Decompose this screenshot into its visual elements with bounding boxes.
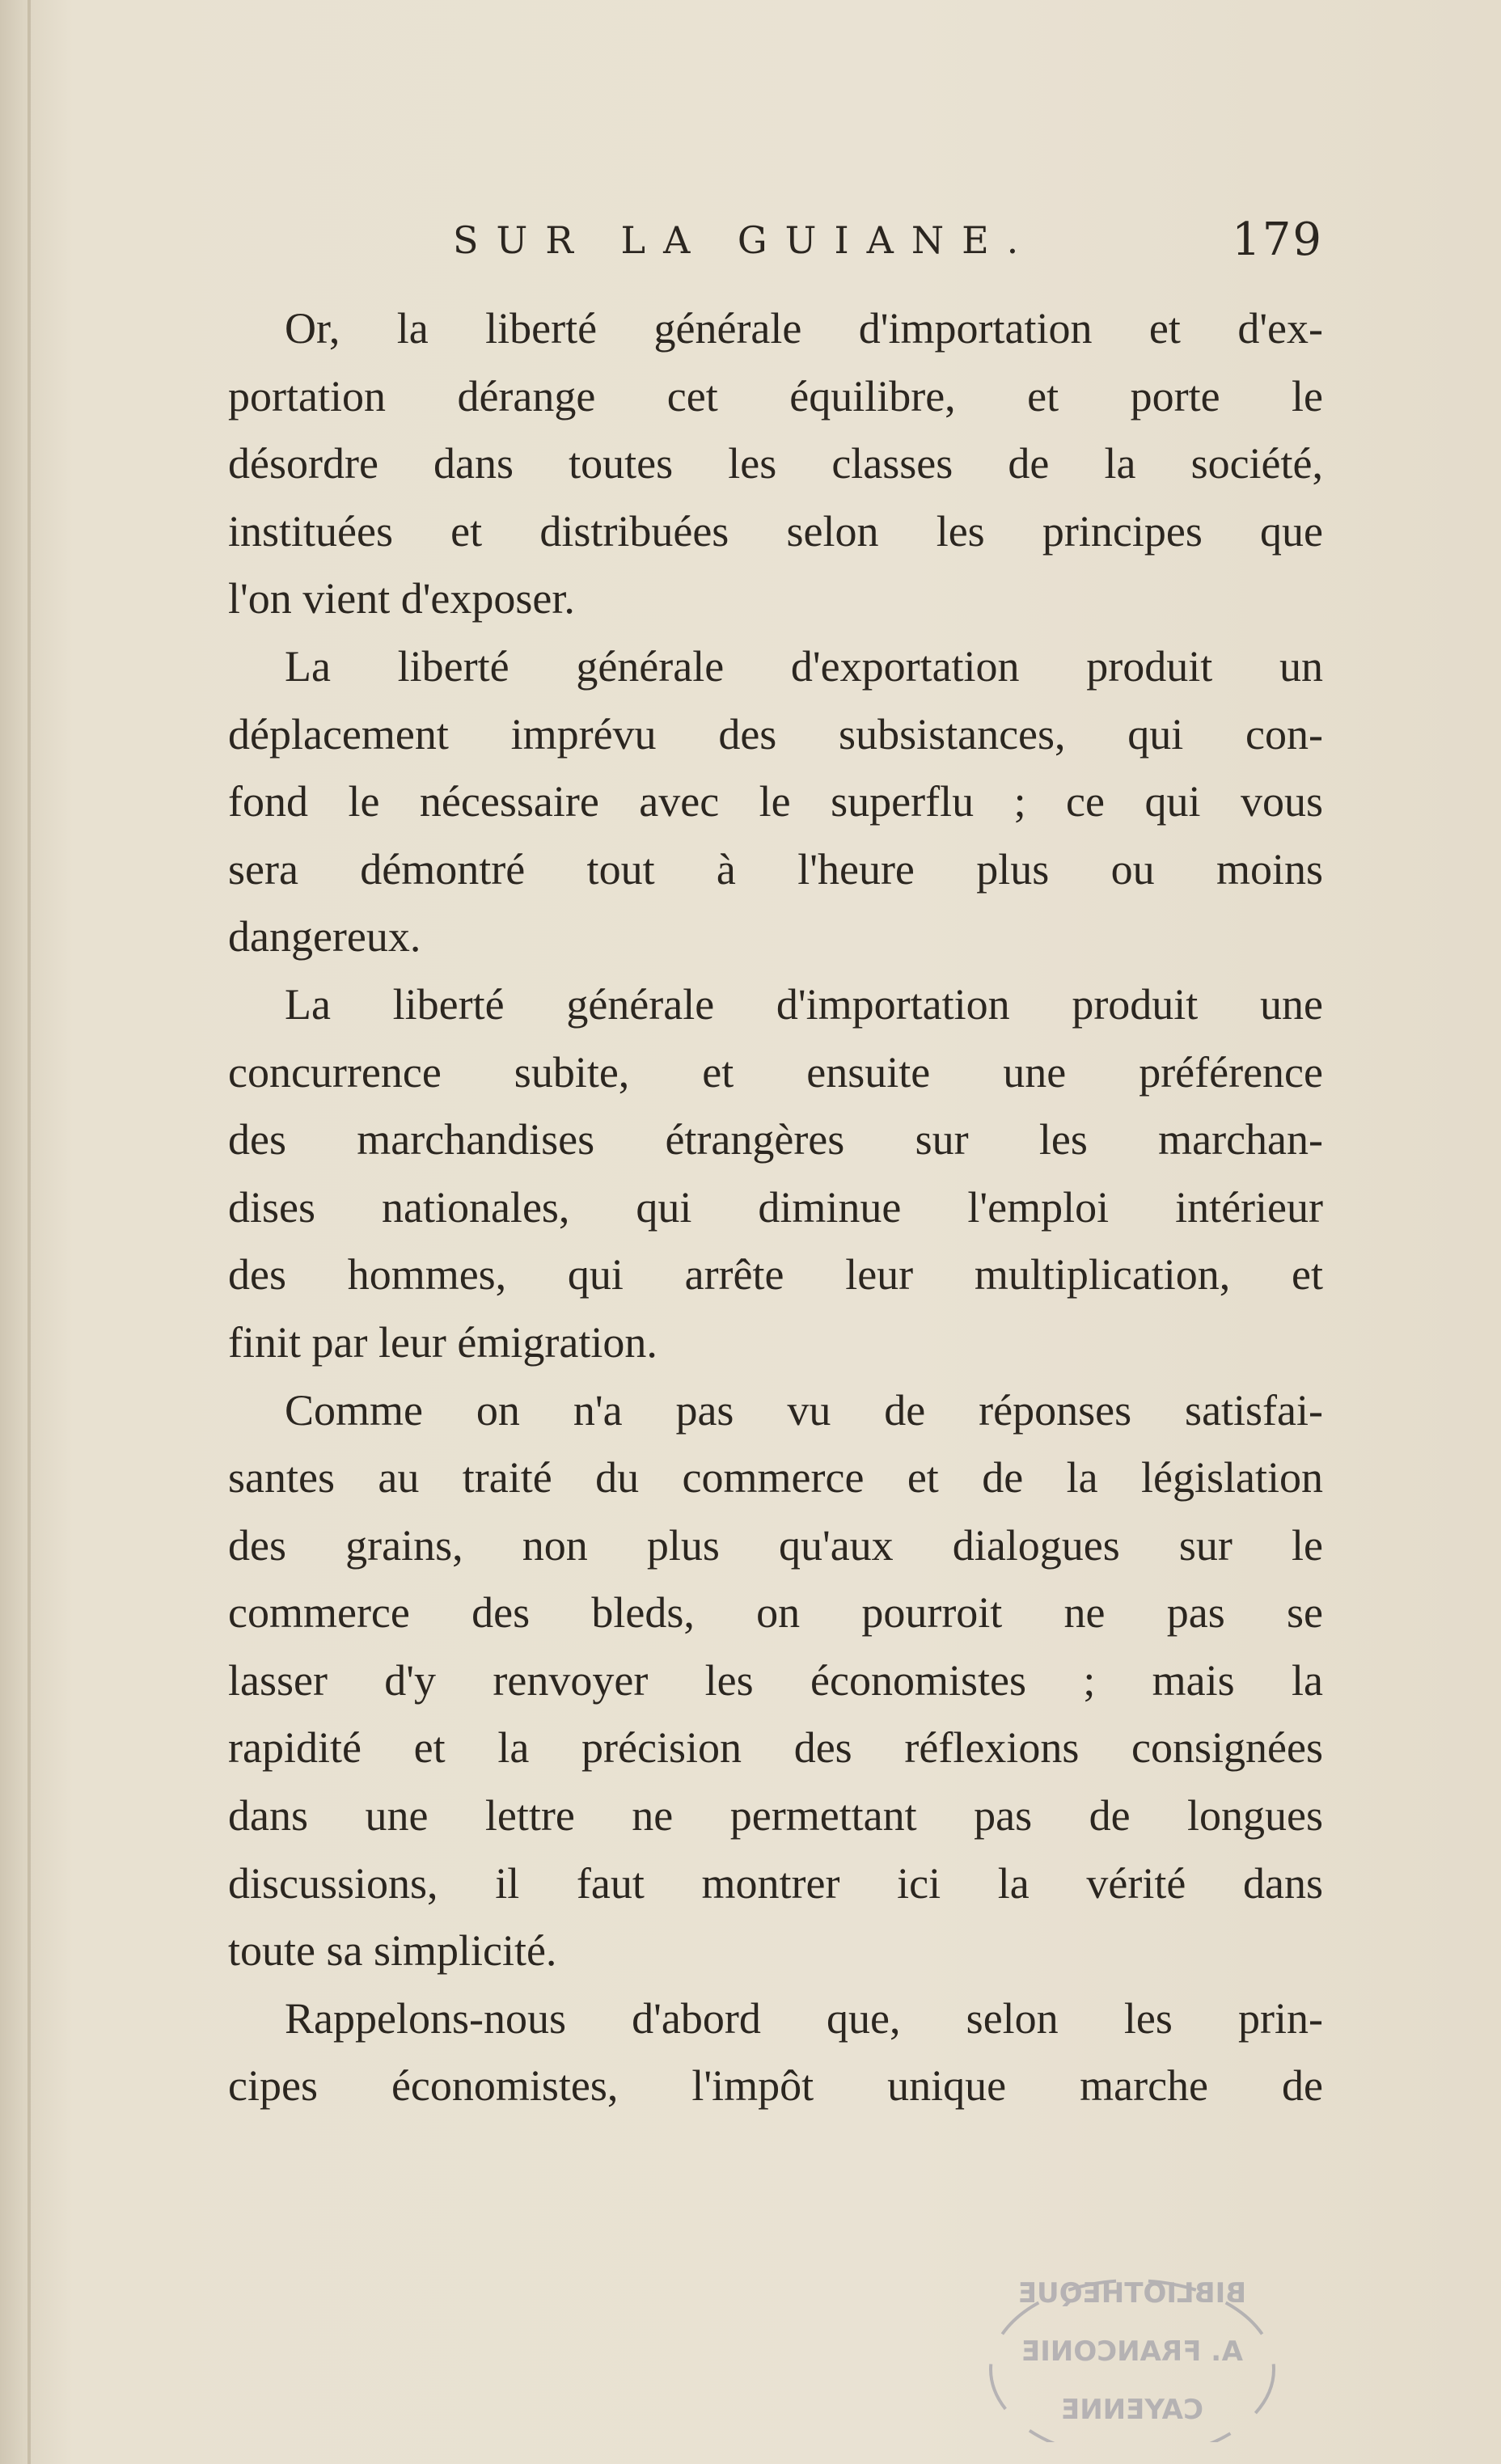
body-text: [228, 295, 1323, 2120]
text-line: fond le nécessaire avec le superflu ; ce qui vous: [228, 777, 1323, 826]
text-line: La liberté générale d'importation produit une: [285, 979, 1323, 1029]
text-line: Rappelons-nous d'abord que, selon les prin-: [285, 1993, 1323, 2043]
text-line: toute sa simplicité.: [228, 1926, 557, 1976]
text-line: concurrence subite, et ensuite une préférence: [228, 1047, 1323, 1097]
text-line: dans une lettre ne permettant pas de longues: [228, 1791, 1323, 1841]
text-line: santes au traité du commerce et de la législation: [228, 1453, 1323, 1502]
page-number: 179: [1232, 213, 1323, 266]
text-line: Or, la liberté générale d'importation et d'ex-: [285, 304, 1323, 353]
text-line: La liberté générale d'exportation produit un: [285, 641, 1323, 691]
text-line: Comme on n'a pas vu de réponses satisfai-: [285, 1385, 1323, 1435]
text-line: lasser d'y renvoyer les économistes ; mais la: [228, 1655, 1323, 1705]
text-line: finit par leur émigration.: [228, 1317, 657, 1367]
text-line: instituées et distribuées selon les principes que: [228, 506, 1323, 556]
text-line: des hommes, qui arrête leur multiplication, et: [228, 1250, 1323, 1300]
text-line: cipes économistes, l'impôt unique marche de: [228, 2061, 1323, 2111]
library-stamp: [983, 2264, 1282, 2442]
text-line: dangereux.: [228, 912, 421, 962]
running-head: [453, 213, 1323, 283]
text-line: rapidité et la précision des réflexions consignées: [228, 1723, 1323, 1773]
stamp-line: A. FRANCONIE: [1021, 2335, 1244, 2368]
text-line: commerce des bleds, on pourroit ne pas se: [228, 1588, 1323, 1638]
text-line: portation dérange cet équilibre, et porte le: [228, 371, 1323, 421]
text-line: dises nationales, qui diminue l'emploi intérieur: [228, 1182, 1323, 1232]
stamp-line: CAYENNE: [1061, 2394, 1203, 2426]
text-line: sera démontré tout à l'heure plus ou moins: [228, 844, 1323, 894]
text-line: déplacement imprévu des subsistances, qui con-: [228, 709, 1323, 759]
stamp-line: BIBLIOTHEQUE: [1017, 2277, 1247, 2310]
text-line: désordre dans toutes les classes de la société,: [228, 439, 1323, 488]
text-line: des marchandises étrangères sur les marchan-: [228, 1115, 1323, 1164]
text-line: des grains, non plus qu'aux dialogues sur le: [228, 1520, 1323, 1570]
text-line: l'on vient d'exposer.: [228, 574, 575, 623]
page-edge: [27, 0, 31, 2464]
running-title: SUR LA GUIANE.: [453, 218, 1037, 262]
text-line: discussions, il faut montrer ici la vérité dans: [228, 1858, 1323, 1908]
